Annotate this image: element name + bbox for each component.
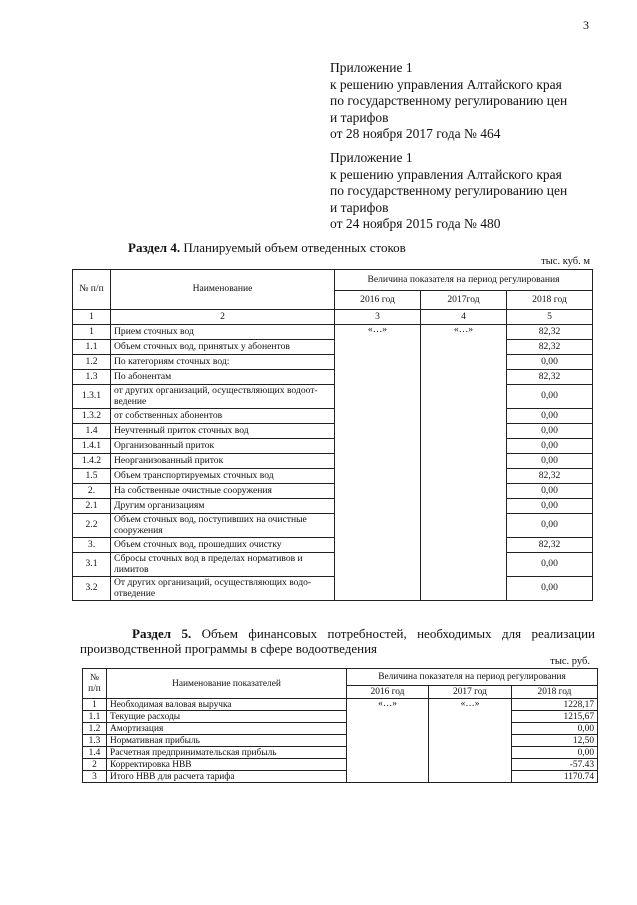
row-name: Прием сточных вод [111, 325, 335, 340]
row-number: 1.4.2 [73, 454, 111, 469]
row-name: Текущие расходы [107, 711, 347, 723]
value-2018: 1170.74 [512, 771, 598, 783]
row-name: Сбросы сточных вод в пределах нормативов и лимитов [111, 553, 335, 577]
row-name: Расчетная предпринимательская прибыль [107, 747, 347, 759]
row-number: 3.1 [73, 553, 111, 577]
value-2018: 0,00 [507, 454, 593, 469]
table-row [73, 325, 593, 340]
value-2018: 0,00 [507, 424, 593, 439]
page-number: 3 [583, 18, 589, 32]
row-name: По категориям сточных вод: [111, 355, 335, 370]
row-number: 1.1 [73, 340, 111, 355]
colnum-1: 1 [73, 310, 111, 325]
row-name: Корректировка НВВ [107, 759, 347, 771]
table-row [83, 747, 598, 759]
value-2017-omitted: «…» [429, 699, 512, 783]
row-number: 1 [83, 699, 107, 711]
value-2016-omitted: «…» [347, 699, 429, 783]
row-name: Неорганизованный приток [111, 454, 335, 469]
row-name: Нормативная прибыль [107, 735, 347, 747]
row-number: 1.4 [83, 747, 107, 759]
row-number: 1.1 [83, 711, 107, 723]
row-number: 1.4 [73, 424, 111, 439]
row-name: По абонентам [111, 370, 335, 385]
row-number: 3. [73, 538, 111, 553]
value-2018: 12,50 [512, 735, 598, 747]
row-name: Неучтенный приток сточных вод [111, 424, 335, 439]
row-name: Объем сточных вод, поступивших на очистные сооружения [111, 514, 335, 538]
row-number: 1 [73, 325, 111, 340]
section4-units: тыс. куб. м [541, 256, 590, 267]
table-row [83, 711, 598, 723]
row-name: Итого НВВ для расчета тарифа [107, 771, 347, 783]
value-2018: 82,32 [507, 469, 593, 484]
table-row [73, 538, 593, 553]
row-number: 1.4.1 [73, 439, 111, 454]
value-2018: 0,00 [507, 484, 593, 499]
row-name: от собственных абонентов [111, 409, 335, 424]
row-name: Объем транспортируемых сточных вод [111, 469, 335, 484]
table-row [73, 469, 593, 484]
colnum-3: 3 [335, 310, 421, 325]
value-2018: 82,32 [507, 538, 593, 553]
table-row [83, 771, 598, 783]
row-name: Амортизация [107, 723, 347, 735]
table-row [73, 424, 593, 439]
row-number: 3 [83, 771, 107, 783]
row-number: 3.2 [73, 577, 111, 601]
colnum-4: 4 [421, 310, 507, 325]
table-row [83, 699, 598, 711]
s5-header-2016: 2016 год [347, 686, 429, 699]
row-number: 2.1 [73, 499, 111, 514]
value-2016-omitted: «…» [335, 325, 421, 601]
row-number: 1.3.1 [73, 385, 111, 409]
header-2017: 2017год [421, 291, 507, 310]
value-2018: 0,00 [512, 747, 598, 759]
s5-header-name: Наименование показателей [107, 669, 347, 699]
section5-title-number: Раздел 5. [132, 626, 192, 641]
header-2016: 2016 год [335, 291, 421, 310]
value-2018: 82,32 [507, 325, 593, 340]
row-name: от других организаций, осуществляющих водоот-ведение [111, 385, 335, 409]
value-2018: 1228,17 [512, 699, 598, 711]
table-row [73, 514, 593, 538]
table-row [83, 735, 598, 747]
row-name: Необходимая валовая выручка [107, 699, 347, 711]
section4-title-text: Планируемый объем отведенных стоков [180, 240, 406, 255]
appendix-header-previous: Приложение 1 к решению управления Алтайского края по государственному регулированию цен и тарифов от 24 ноября 2015 года № 480 [330, 150, 568, 231]
row-number: 1.2 [83, 723, 107, 735]
row-number: 2 [83, 759, 107, 771]
colnum-5: 5 [507, 310, 593, 325]
value-2018: 0,00 [507, 514, 593, 538]
table-row [83, 759, 598, 771]
row-name: Организованный приток [111, 439, 335, 454]
value-2018: 0,00 [507, 355, 593, 370]
value-2017-omitted: «…» [421, 325, 507, 601]
section4-table [72, 269, 593, 601]
row-number: 1.3.2 [73, 409, 111, 424]
table-row [73, 577, 593, 601]
table-row [73, 484, 593, 499]
table-row [73, 385, 593, 409]
row-number: 2. [73, 484, 111, 499]
value-2018: 0,00 [512, 723, 598, 735]
table-row [83, 723, 598, 735]
value-2018: -57.43 [512, 759, 598, 771]
row-name: Объем сточных вод, принятых у абонентов [111, 340, 335, 355]
section5-units: тыс. руб. [550, 656, 590, 667]
value-2018: 1215,67 [512, 711, 598, 723]
row-number: 2.2 [73, 514, 111, 538]
header-name: Наименование [111, 270, 335, 310]
table-row [73, 499, 593, 514]
value-2018: 0,00 [507, 499, 593, 514]
section5-title [80, 626, 595, 656]
row-number: 1.3 [73, 370, 111, 385]
header-2018: 2018 год [507, 291, 593, 310]
colnum-2: 2 [111, 310, 335, 325]
s5-header-num: № п/п [83, 669, 107, 699]
header-period: Величина показателя на период регулирования [335, 270, 593, 291]
value-2018: 0,00 [507, 409, 593, 424]
section5-table [82, 668, 598, 783]
table-row [73, 439, 593, 454]
value-2018: 0,00 [507, 577, 593, 601]
row-number: 1.5 [73, 469, 111, 484]
row-number: 1.3 [83, 735, 107, 747]
section5-title-text: Объем финансовых потребностей, необходимых для реализации производственной программы в сфере водоотведения [80, 626, 595, 656]
header-num: № п/п [73, 270, 111, 310]
value-2018: 82,32 [507, 340, 593, 355]
s5-header-2018: 2018 год [512, 686, 598, 699]
value-2018: 0,00 [507, 439, 593, 454]
row-name: Другим организациям [111, 499, 335, 514]
value-2018: 0,00 [507, 553, 593, 577]
appendix-header-current: Приложение 1 к решению управления Алтайского края по государственному регулированию цен и тарифов от 28 ноября 2017 года № 464 [330, 60, 568, 141]
row-number: 1.2 [73, 355, 111, 370]
row-name: На собственные очистные сооружения [111, 484, 335, 499]
row-name: От других организаций, осуществляющих водо-отведение [111, 577, 335, 601]
section4-title [128, 240, 406, 256]
section4-title-number: Раздел 4. [128, 240, 181, 255]
value-2018: 82,32 [507, 370, 593, 385]
table-row [73, 355, 593, 370]
s5-header-period: Величина показателя на период регулирования [347, 669, 598, 686]
s5-header-2017: 2017 год [429, 686, 512, 699]
value-2018: 0,00 [507, 385, 593, 409]
table-row [73, 454, 593, 469]
table-row [73, 340, 593, 355]
table-row [73, 370, 593, 385]
table-row [73, 553, 593, 577]
row-name: Объем сточных вод, прошедших очистку [111, 538, 335, 553]
table-row [73, 409, 593, 424]
